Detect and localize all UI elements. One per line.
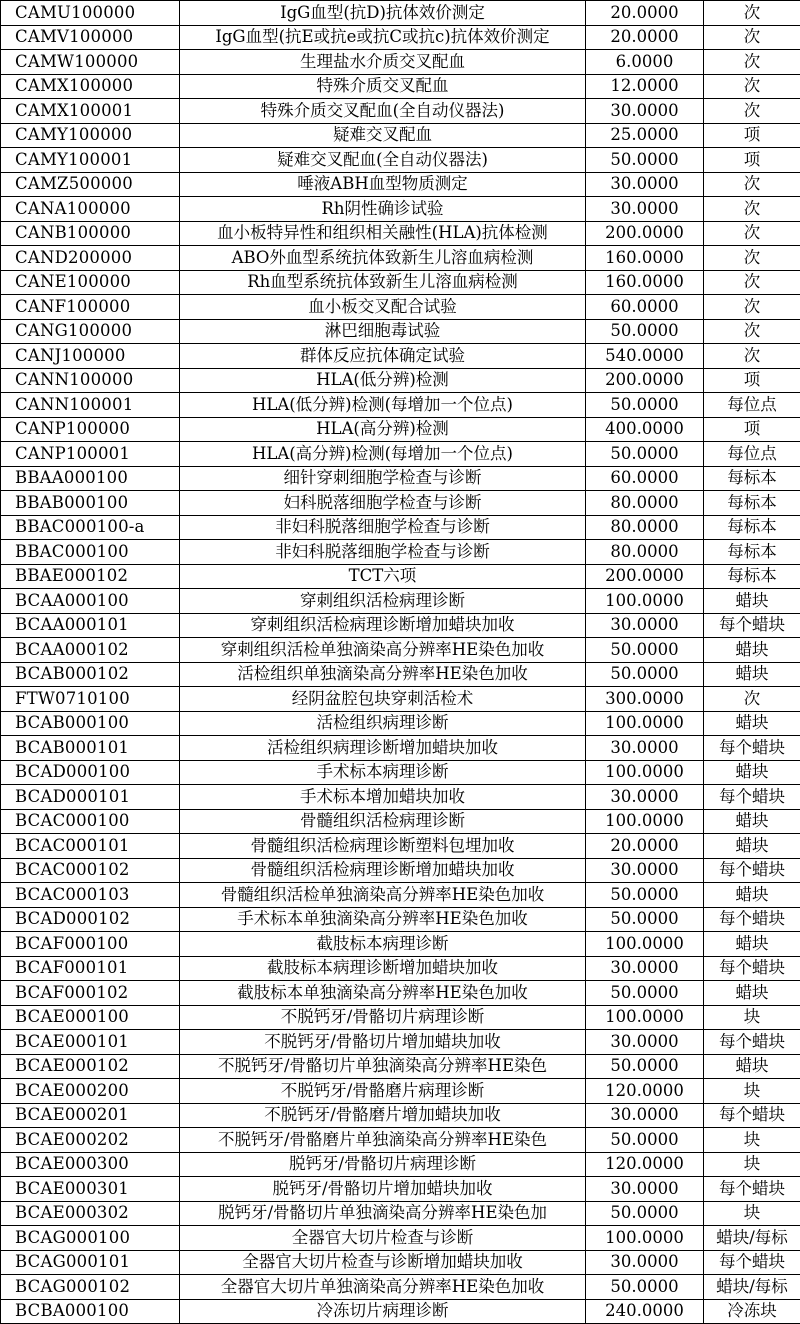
item-unit-cell: 每个蜡块 (704, 613, 800, 638)
item-name-cell: 冷冻切片病理诊断 (180, 1299, 586, 1324)
item-name-cell: 疑难交叉配血 (180, 123, 586, 148)
table-row (1, 123, 800, 148)
item-code-cell: BBAA000100 (1, 466, 180, 491)
table-row (1, 515, 800, 540)
item-name-cell: 淋巴细胞毒试验 (180, 319, 586, 344)
table-row (1, 1152, 800, 1177)
item-unit-cell: 项 (704, 148, 800, 173)
item-name-cell: IgG血型(抗D)抗体效价测定 (180, 1, 586, 26)
item-name-cell: 脱钙牙/骨骼切片病理诊断 (180, 1152, 586, 1177)
table-row (1, 1250, 800, 1275)
table-row (1, 785, 800, 810)
table-row (1, 1, 800, 26)
item-code-cell: CAMY100001 (1, 148, 180, 173)
item-price-cell: 540.0000 (586, 344, 704, 369)
item-price-cell: 50.0000 (586, 393, 704, 418)
item-price-cell: 160.0000 (586, 270, 704, 295)
item-name-cell: 骨髓组织活检病理诊断塑料包埋加收 (180, 834, 586, 859)
table-row (1, 540, 800, 565)
item-unit-cell: 每位点 (704, 393, 800, 418)
item-unit-cell: 次 (704, 295, 800, 320)
item-code-cell: BCAE000200 (1, 1079, 180, 1104)
item-code-cell: BCAF000101 (1, 956, 180, 981)
item-price-cell: 400.0000 (586, 417, 704, 442)
table-row (1, 295, 800, 320)
item-code-cell: CANP100001 (1, 442, 180, 467)
item-code-cell: BCAA000102 (1, 638, 180, 663)
item-name-cell: 全器官大切片单独滴染高分辨率HE染色加收 (180, 1275, 586, 1300)
item-price-cell: 100.0000 (586, 760, 704, 785)
item-code-cell: CANA100000 (1, 197, 180, 222)
item-code-cell: BCAB000100 (1, 711, 180, 736)
table-row (1, 368, 800, 393)
item-code-cell: BCAC000100 (1, 809, 180, 834)
item-unit-cell: 每标本 (704, 466, 800, 491)
table-row (1, 809, 800, 834)
item-code-cell: BCAE000301 (1, 1177, 180, 1202)
table-row (1, 221, 800, 246)
item-unit-cell: 次 (704, 344, 800, 369)
item-code-cell: CAMX100001 (1, 99, 180, 124)
item-code-cell: BCAE000201 (1, 1103, 180, 1128)
item-unit-cell: 次 (704, 99, 800, 124)
item-price-cell: 200.0000 (586, 564, 704, 589)
item-name-cell: 穿刺组织活检病理诊断 (180, 589, 586, 614)
item-unit-cell: 蜡块 (704, 589, 800, 614)
item-name-cell: 全器官大切片检查与诊断增加蜡块加收 (180, 1250, 586, 1275)
table-row (1, 74, 800, 99)
table-row (1, 1275, 800, 1300)
item-price-cell: 30.0000 (586, 1250, 704, 1275)
table-row (1, 270, 800, 295)
item-name-cell: 骨髓组织活检单独滴染高分辨率HE染色加收 (180, 883, 586, 908)
table-row (1, 442, 800, 467)
item-name-cell: ABO外血型系统抗体致新生儿溶血病检测 (180, 246, 586, 271)
item-name-cell: 群体反应抗体确定试验 (180, 344, 586, 369)
item-code-cell: CAMV100000 (1, 25, 180, 50)
item-code-cell: BCAD000100 (1, 760, 180, 785)
table-row (1, 344, 800, 369)
item-price-cell: 30.0000 (586, 1103, 704, 1128)
item-name-cell: 截肢标本单独滴染高分辨率HE染色加收 (180, 981, 586, 1006)
item-name-cell: Rh血型系统抗体致新生儿溶血病检测 (180, 270, 586, 295)
item-price-cell: 50.0000 (586, 148, 704, 173)
item-unit-cell: 次 (704, 25, 800, 50)
item-price-cell: 50.0000 (586, 638, 704, 663)
item-price-cell: 120.0000 (586, 1152, 704, 1177)
item-code-cell: BCAG000102 (1, 1275, 180, 1300)
item-code-cell: BBAC000100-a (1, 515, 180, 540)
item-name-cell: 不脱钙牙/骨骼切片病理诊断 (180, 1005, 586, 1030)
table-row (1, 760, 800, 785)
table-row (1, 1299, 800, 1324)
item-name-cell: IgG血型(抗E或抗e或抗C或抗c)抗体效价测定 (180, 25, 586, 50)
item-price-cell: 100.0000 (586, 1226, 704, 1251)
table-row (1, 638, 800, 663)
item-price-cell: 80.0000 (586, 515, 704, 540)
item-name-cell: 生理盐水介质交叉配血 (180, 50, 586, 75)
item-price-cell: 50.0000 (586, 907, 704, 932)
item-unit-cell: 每个蜡块 (704, 1030, 800, 1055)
item-price-cell: 50.0000 (586, 883, 704, 908)
item-code-cell: BCAD000101 (1, 785, 180, 810)
table-row (1, 148, 800, 173)
item-unit-cell: 每个蜡块 (704, 736, 800, 761)
item-price-cell: 30.0000 (586, 1177, 704, 1202)
item-code-cell: CAMZ500000 (1, 172, 180, 197)
item-price-cell: 50.0000 (586, 1275, 704, 1300)
table-row (1, 858, 800, 883)
item-unit-cell: 蜡块 (704, 883, 800, 908)
item-price-cell: 50.0000 (586, 1054, 704, 1079)
item-price-cell: 100.0000 (586, 809, 704, 834)
item-name-cell: 手术标本单独滴染高分辨率HE染色加收 (180, 907, 586, 932)
table-row (1, 589, 800, 614)
item-name-cell: 特殊介质交叉配血(全自动仪器法) (180, 99, 586, 124)
item-code-cell: BCAA000101 (1, 613, 180, 638)
item-code-cell: FTW0710100 (1, 687, 180, 712)
table-row (1, 1030, 800, 1055)
item-name-cell: 不脱钙牙/骨骼切片增加蜡块加收 (180, 1030, 586, 1055)
item-unit-cell: 块 (704, 1128, 800, 1153)
item-price-cell: 30.0000 (586, 99, 704, 124)
item-price-cell: 60.0000 (586, 295, 704, 320)
item-code-cell: BCAD000102 (1, 907, 180, 932)
item-code-cell: BBAB000100 (1, 491, 180, 516)
item-code-cell: CANB100000 (1, 221, 180, 246)
item-unit-cell: 蜡块 (704, 760, 800, 785)
item-unit-cell: 蜡块 (704, 662, 800, 687)
item-name-cell: 血小板交叉配合试验 (180, 295, 586, 320)
item-unit-cell: 每个蜡块 (704, 1250, 800, 1275)
item-unit-cell: 蜡块 (704, 834, 800, 859)
item-code-cell: CAMY100000 (1, 123, 180, 148)
table-row (1, 1079, 800, 1104)
item-price-cell: 50.0000 (586, 662, 704, 687)
item-unit-cell: 项 (704, 368, 800, 393)
item-code-cell: BCAG000101 (1, 1250, 180, 1275)
table-row (1, 1177, 800, 1202)
item-price-cell: 30.0000 (586, 613, 704, 638)
item-code-cell: BCAB000101 (1, 736, 180, 761)
item-code-cell: CAMU100000 (1, 1, 180, 26)
item-price-cell: 80.0000 (586, 491, 704, 516)
item-code-cell: BBAC000100 (1, 540, 180, 565)
table-row (1, 956, 800, 981)
item-code-cell: BCAG000100 (1, 1226, 180, 1251)
item-name-cell: 血小板特异性和组织相关融性(HLA)抗体检测 (180, 221, 586, 246)
item-unit-cell: 每标本 (704, 515, 800, 540)
item-unit-cell: 每个蜡块 (704, 1103, 800, 1128)
item-name-cell: 非妇科脱落细胞学检查与诊断 (180, 515, 586, 540)
table-row (1, 1054, 800, 1079)
item-price-cell: 80.0000 (586, 540, 704, 565)
item-price-cell: 50.0000 (586, 319, 704, 344)
item-code-cell: BCAC000102 (1, 858, 180, 883)
item-name-cell: 截肢标本病理诊断 (180, 932, 586, 957)
table-row (1, 687, 800, 712)
item-name-cell: 骨髓组织活检病理诊断 (180, 809, 586, 834)
item-unit-cell: 蜡块 (704, 932, 800, 957)
item-name-cell: HLA(低分辨)检测(每增加一个位点) (180, 393, 586, 418)
item-unit-cell: 块 (704, 1079, 800, 1104)
item-price-cell: 100.0000 (586, 589, 704, 614)
item-unit-cell: 每位点 (704, 442, 800, 467)
item-price-cell: 6.0000 (586, 50, 704, 75)
item-unit-cell: 次 (704, 50, 800, 75)
item-price-cell: 50.0000 (586, 1128, 704, 1153)
item-price-cell: 200.0000 (586, 221, 704, 246)
item-unit-cell: 项 (704, 417, 800, 442)
item-unit-cell: 每个蜡块 (704, 1177, 800, 1202)
item-price-cell: 60.0000 (586, 466, 704, 491)
item-code-cell: BCAE000300 (1, 1152, 180, 1177)
item-name-cell: Rh阴性确诊试验 (180, 197, 586, 222)
item-name-cell: 细针穿刺细胞学检查与诊断 (180, 466, 586, 491)
item-unit-cell: 次 (704, 319, 800, 344)
item-code-cell: BCAE000101 (1, 1030, 180, 1055)
item-name-cell: 疑难交叉配血(全自动仪器法) (180, 148, 586, 173)
item-unit-cell: 每标本 (704, 564, 800, 589)
item-price-cell: 30.0000 (586, 956, 704, 981)
item-price-cell: 100.0000 (586, 711, 704, 736)
item-unit-cell: 每标本 (704, 491, 800, 516)
item-name-cell: 特殊介质交叉配血 (180, 74, 586, 99)
item-name-cell: 不脱钙牙/骨骼切片单独滴染高分辨率HE染色 (180, 1054, 586, 1079)
item-unit-cell: 蜡块/每标 (704, 1226, 800, 1251)
table-row (1, 932, 800, 957)
table-row (1, 319, 800, 344)
table-row (1, 662, 800, 687)
table-row (1, 50, 800, 75)
item-unit-cell: 每个蜡块 (704, 785, 800, 810)
item-code-cell: BCAE000100 (1, 1005, 180, 1030)
item-unit-cell: 次 (704, 270, 800, 295)
item-price-cell: 12.0000 (586, 74, 704, 99)
table-row (1, 393, 800, 418)
table-row (1, 99, 800, 124)
item-code-cell: BCBA000100 (1, 1299, 180, 1324)
item-unit-cell: 次 (704, 246, 800, 271)
item-unit-cell: 蜡块 (704, 1054, 800, 1079)
item-unit-cell: 每个蜡块 (704, 907, 800, 932)
item-price-cell: 30.0000 (586, 197, 704, 222)
item-price-cell: 50.0000 (586, 1201, 704, 1226)
item-code-cell: BCAC000101 (1, 834, 180, 859)
item-name-cell: 妇科脱落细胞学检查与诊断 (180, 491, 586, 516)
item-name-cell: 活检组织病理诊断 (180, 711, 586, 736)
table-row (1, 1128, 800, 1153)
item-price-cell: 20.0000 (586, 25, 704, 50)
item-code-cell: CANP100000 (1, 417, 180, 442)
item-unit-cell: 次 (704, 1, 800, 26)
item-name-cell: 不脱钙牙/骨骼磨片单独滴染高分辨率HE染色 (180, 1128, 586, 1153)
item-price-cell: 30.0000 (586, 858, 704, 883)
item-unit-cell: 蜡块 (704, 711, 800, 736)
item-code-cell: CAMX100000 (1, 74, 180, 99)
table-row (1, 711, 800, 736)
item-code-cell: CANJ100000 (1, 344, 180, 369)
item-code-cell: CANN100000 (1, 368, 180, 393)
item-price-cell: 30.0000 (586, 736, 704, 761)
item-price-cell: 100.0000 (586, 1005, 704, 1030)
table-row (1, 736, 800, 761)
item-code-cell: CANG100000 (1, 319, 180, 344)
item-price-cell: 100.0000 (586, 932, 704, 957)
item-code-cell: CAND200000 (1, 246, 180, 271)
table-row (1, 25, 800, 50)
item-code-cell: CAMW100000 (1, 50, 180, 75)
item-price-cell: 50.0000 (586, 442, 704, 467)
table-row (1, 1226, 800, 1251)
item-price-cell: 30.0000 (586, 785, 704, 810)
item-unit-cell: 次 (704, 687, 800, 712)
item-price-cell: 200.0000 (586, 368, 704, 393)
item-unit-cell: 每个蜡块 (704, 858, 800, 883)
item-unit-cell: 蜡块/每标 (704, 1275, 800, 1300)
item-price-cell: 160.0000 (586, 246, 704, 271)
item-code-cell: BCAA000100 (1, 589, 180, 614)
item-name-cell: 活检组织单独滴染高分辨率HE染色加收 (180, 662, 586, 687)
item-name-cell: 手术标本病理诊断 (180, 760, 586, 785)
table-row (1, 564, 800, 589)
item-unit-cell: 项 (704, 123, 800, 148)
table-row (1, 1005, 800, 1030)
item-code-cell: BCAC000103 (1, 883, 180, 908)
item-unit-cell: 每个蜡块 (704, 956, 800, 981)
table-row (1, 246, 800, 271)
item-code-cell: BCAF000100 (1, 932, 180, 957)
item-unit-cell: 块 (704, 1005, 800, 1030)
table-row (1, 834, 800, 859)
item-code-cell: BCAE000102 (1, 1054, 180, 1079)
table-row (1, 491, 800, 516)
item-price-cell: 240.0000 (586, 1299, 704, 1324)
table-row (1, 1103, 800, 1128)
table-row (1, 197, 800, 222)
item-name-cell: HLA(高分辨)检测 (180, 417, 586, 442)
item-price-cell: 25.0000 (586, 123, 704, 148)
item-unit-cell: 次 (704, 74, 800, 99)
item-code-cell: BCAB000102 (1, 662, 180, 687)
item-name-cell: 唾液ABH血型物质测定 (180, 172, 586, 197)
fee-schedule-body (1, 1, 800, 1324)
item-price-cell: 20.0000 (586, 834, 704, 859)
table-row (1, 981, 800, 1006)
item-name-cell: 不脱钙牙/骨骼磨片病理诊断 (180, 1079, 586, 1104)
item-price-cell: 30.0000 (586, 1030, 704, 1055)
item-code-cell: BCAE000302 (1, 1201, 180, 1226)
item-unit-cell: 冷冻块 (704, 1299, 800, 1324)
item-name-cell: 非妇科脱落细胞学检查与诊断 (180, 540, 586, 565)
item-name-cell: 穿刺组织活检单独滴染高分辨率HE染色加收 (180, 638, 586, 663)
table-row (1, 613, 800, 638)
item-price-cell: 50.0000 (586, 981, 704, 1006)
table-row (1, 466, 800, 491)
item-unit-cell: 块 (704, 1152, 800, 1177)
item-name-cell: 全器官大切片检查与诊断 (180, 1226, 586, 1251)
item-unit-cell: 块 (704, 1201, 800, 1226)
item-code-cell: BCAE000202 (1, 1128, 180, 1153)
item-name-cell: 经阴盆腔包块穿刺活检术 (180, 687, 586, 712)
item-name-cell: TCT六项 (180, 564, 586, 589)
table-row (1, 907, 800, 932)
item-code-cell: BCAF000102 (1, 981, 180, 1006)
item-name-cell: 活检组织病理诊断增加蜡块加收 (180, 736, 586, 761)
item-unit-cell: 次 (704, 197, 800, 222)
item-price-cell: 300.0000 (586, 687, 704, 712)
item-name-cell: 穿刺组织活检病理诊断增加蜡块加收 (180, 613, 586, 638)
table-row (1, 1201, 800, 1226)
item-unit-cell: 每标本 (704, 540, 800, 565)
item-name-cell: 骨髓组织活检病理诊断增加蜡块加收 (180, 858, 586, 883)
item-unit-cell: 蜡块 (704, 809, 800, 834)
item-code-cell: CANF100000 (1, 295, 180, 320)
item-name-cell: 不脱钙牙/骨骼磨片增加蜡块加收 (180, 1103, 586, 1128)
item-unit-cell: 蜡块 (704, 981, 800, 1006)
item-name-cell: 脱钙牙/骨骼切片增加蜡块加收 (180, 1177, 586, 1202)
table-row (1, 417, 800, 442)
item-code-cell: CANE100000 (1, 270, 180, 295)
item-name-cell: 截肢标本病理诊断增加蜡块加收 (180, 956, 586, 981)
item-unit-cell: 蜡块 (704, 638, 800, 663)
item-price-cell: 120.0000 (586, 1079, 704, 1104)
item-price-cell: 30.0000 (586, 172, 704, 197)
item-price-cell: 20.0000 (586, 1, 704, 26)
item-name-cell: 手术标本增加蜡块加收 (180, 785, 586, 810)
table-row (1, 883, 800, 908)
item-unit-cell: 次 (704, 172, 800, 197)
item-name-cell: 脱钙牙/骨骼切片单独滴染高分辨率HE染色加 (180, 1201, 586, 1226)
item-unit-cell: 次 (704, 221, 800, 246)
table-row (1, 172, 800, 197)
item-name-cell: HLA(低分辨)检测 (180, 368, 586, 393)
item-code-cell: BBAE000102 (1, 564, 180, 589)
item-code-cell: CANN100001 (1, 393, 180, 418)
item-name-cell: HLA(高分辨)检测(每增加一个位点) (180, 442, 586, 467)
